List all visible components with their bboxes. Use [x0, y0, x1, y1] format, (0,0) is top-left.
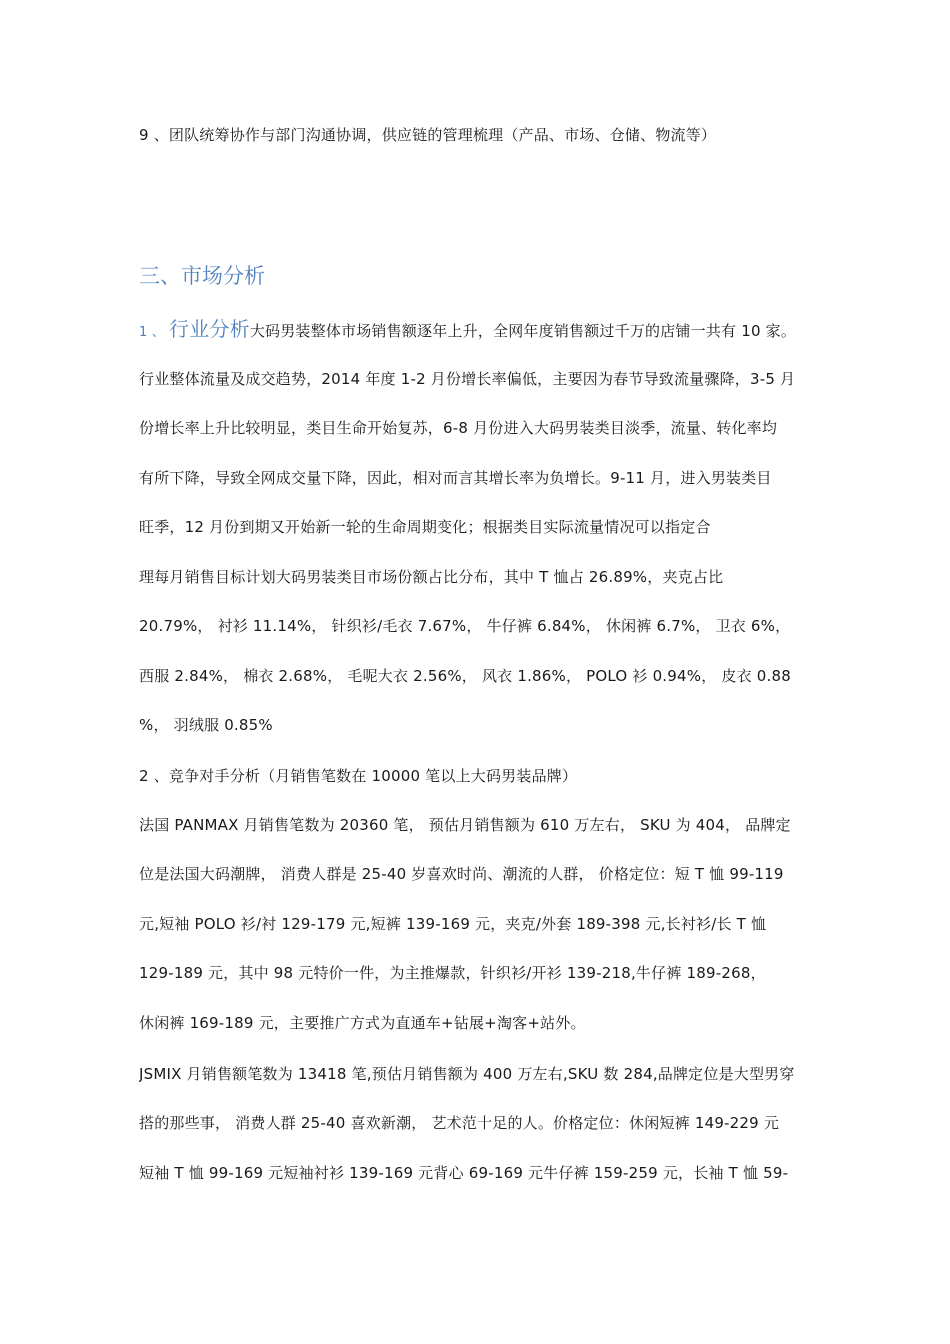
- paragraph-line: 有所下降，导致全网成交量下降，因此，相对而言其增长率为负增长。9-11 月，进入男装类目: [139, 469, 772, 487]
- paragraph-line: 20.79%， 衬衫 11.14%， 针织衫/毛衣 7.67%， 牛仔裤 6.84%， 休闲裤 6.7%， 卫衣 6%，: [139, 617, 791, 635]
- list-item-9: 9 、团队统筹协作与部门沟通协调，供应链的管理梳理（产品、市场、仓储、物流等）: [139, 126, 717, 144]
- paragraph-line: 休闲裤 169-189 元，主要推广方式为直通车+钻展+淘客+站外。: [139, 1014, 586, 1032]
- paragraph-line: 129-189 元，其中 98 元特价一件，为主推爆款，针织衫/开衫 139-218,牛仔裤 189-268，: [139, 964, 766, 982]
- section-heading-market-analysis: 三、市场分析: [139, 264, 265, 288]
- subsection-text: 大码男装整体市场销售额逐年上升，全网年度销售额过千万的店铺一共有 10 家。: [249, 322, 797, 340]
- paragraph-line: 行业整体流量及成交趋势，2014 年度 1-2 月份增长率偏低，主要因为春节导致流量骤降，3-5 月: [139, 370, 796, 388]
- subsection-title: 行业分析: [169, 317, 250, 341]
- subsection-industry-analysis: [139, 316, 839, 342]
- paragraph-line: 元,短袖 POLO 衫/衬 129-179 元,短裤 139-169 元，夹克/外套 189-398 元,长衬衫/长 T 恤: [139, 915, 767, 933]
- paragraph-line: 旺季，12 月份到期又开始新一轮的生命周期变化；根据类目实际流量情况可以指定合: [139, 518, 711, 536]
- paragraph-line: 份增长率上升比较明显，类目生命开始复苏，6-8 月份进入大码男装类目淡季，流量、转化率均: [139, 419, 778, 437]
- paragraph-line: 法国 PANMAX 月销售笔数为 20360 笔， 预估月销售额为 610 万左右， SKU 为 404， 品牌定: [139, 816, 791, 834]
- paragraph-line: JSMIX 月销售额笔数为 13418 笔,预估月销售额为 400 万左右,SKU 数 284,品牌定位是大型男穿: [139, 1065, 795, 1083]
- paragraph-line: 理每月销售目标计划大码男装类目市场份额占比分布，其中 T 恤占 26.89%，夹克占比: [139, 568, 724, 586]
- paragraph-line: %， 羽绒服 0.85%: [139, 716, 273, 734]
- paragraph-line: 搭的那些事， 消费人群 25-40 喜欢新潮， 艺术范十足的人。价格定位：休闲短裤 149-229 元: [139, 1114, 780, 1132]
- subsection-competitor-analysis: 2 、竞争对手分析（月销售笔数在 10000 笔以上大码男装品牌）: [139, 767, 578, 785]
- subsection-number: 1 、: [139, 325, 166, 340]
- paragraph-line: 短袖 T 恤 99-169 元短袖衬衫 139-169 元背心 69-169 元牛仔裤 159-259 元，长袖 T 恤 59-: [139, 1164, 789, 1182]
- paragraph-line: 位是法国大码潮牌， 消费人群是 25-40 岁喜欢时尚、潮流的人群， 价格定位：短 T 恤 99-119: [139, 865, 784, 883]
- paragraph-line: 西服 2.84%， 棉衣 2.68%， 毛呢大衣 2.56%， 风衣 1.86%， POLO 衫 0.94%， 皮衣 0.88: [139, 667, 791, 685]
